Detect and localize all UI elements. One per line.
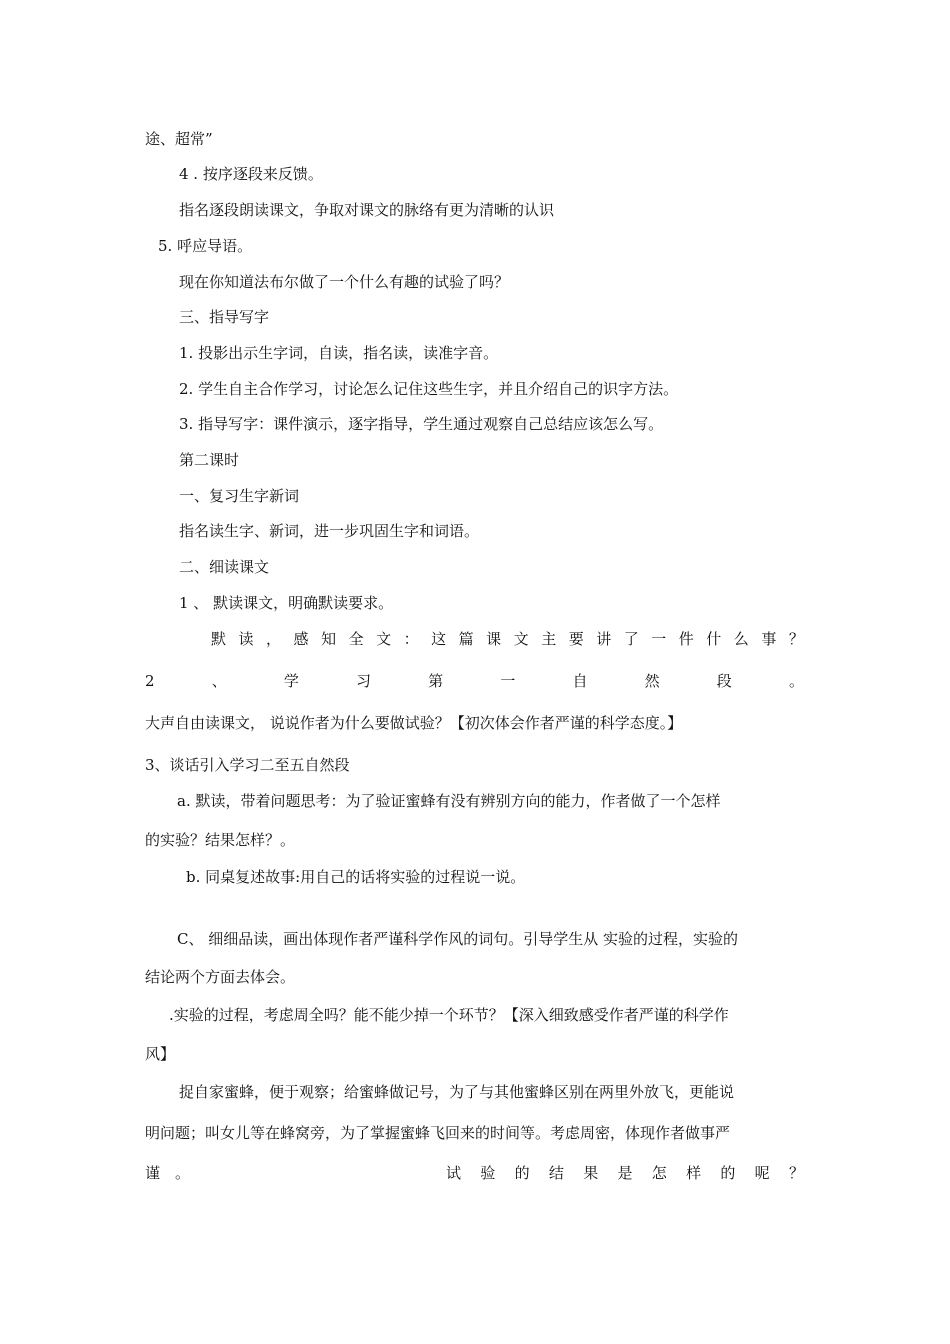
text-line: 谨 [145,1164,161,1182]
paragraph: 大声自由读课文， 说说作者为什么要做试验？【初次体会作者严谨的科学态度。】 [145,714,683,732]
section-heading: 二、细读课文 [179,558,270,576]
paragraph: 指名逐段朗读课文，争取对课文的脉络有更为清晰的认识 [179,201,555,219]
list-item: 3、谈话引入学习二至五自然段 [145,756,350,774]
text-line: 的实验？结果怎样？。 [145,831,296,849]
section-heading: 第二课时 [179,451,240,469]
justified-line: 2 、 学 习 第 一 自 然 段 。 [145,672,804,690]
text-line: 。 [175,1164,191,1182]
list-item: 4 . 按序逐段来反馈。 [179,165,323,183]
list-item: 1. 投影出示生字词，自读，指名读，读准字音。 [179,344,499,362]
list-item: C、 细细品读，画出体现作者严谨科学作风的词句。引导学生从 实验的过程，实验的 [177,930,739,948]
list-item: a. 默读，带着问题思考：为了验证蜜蜂有没有辨别方向的能力，作者做了一个怎样 [177,792,721,810]
list-item: 1 、 默读课文，明确默读要求。 [179,594,394,612]
text-line: 风】 [145,1045,176,1063]
text-line: 结论两个方面去体会。 [145,968,296,986]
text-line: 明问题；叫女儿等在蜂窝旁，为了掌握蜜蜂飞回来的时间等。考虑周密，体现作者做事严 [145,1124,731,1142]
justified-line: 默 读 ， 感 知 全 文 ： 这 篇 课 文 主 要 讲 了 一 件 什 么 事 ？ [211,630,804,648]
paragraph: 指名读生字、新词，进一步巩固生字和词语。 [179,522,480,540]
list-item: 2. 学生自主合作学习，讨论怎么记住这些生字，并且介绍自己的识字方法。 [179,380,679,398]
paragraph: .实验的过程，考虑周全吗？能不能少掉一个环节？【深入细致感受作者严谨的科学作 [169,1006,729,1024]
list-item: 5. 呼应导语。 [158,237,253,255]
section-heading: 一、复习生字新词 [179,487,300,505]
text-line: 途、超常” [145,130,213,148]
justified-line: 试 验 的 结 果 是 怎 样 的 呢 ？ [446,1164,804,1182]
paragraph: 捉自家蜜蜂，便于观察；给蜜蜂做记号，为了与其他蜜蜂区别在两里外放飞，更能说 [179,1083,735,1101]
list-item: b. 同桌复述故事:用自己的话将实验的过程说一说。 [186,868,526,886]
list-item: 3. 指导写字：课件演示，逐字指导，学生通过观察自己总结应该怎么写。 [179,415,664,433]
paragraph: 现在你知道法布尔做了一个什么有趣的试验了吗？ [179,273,510,291]
section-heading: 三、指导写字 [179,308,270,326]
